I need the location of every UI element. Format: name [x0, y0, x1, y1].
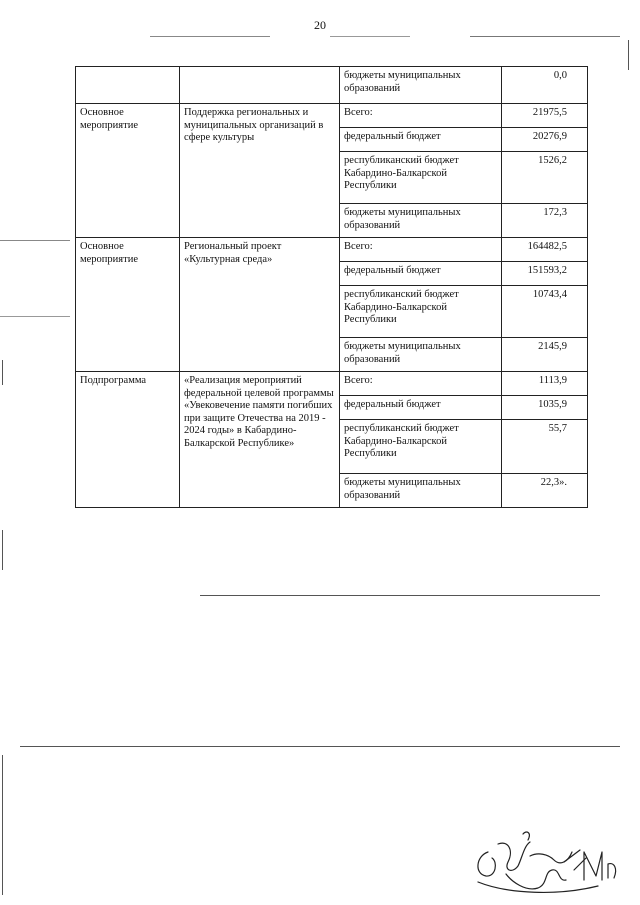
table-cell-name — [180, 67, 340, 104]
table-cell-source: бюджеты муниципальных образований — [340, 474, 502, 508]
table-row — [76, 104, 588, 128]
table-cell-value: 22,3». — [502, 474, 588, 508]
scan-artifact-line — [20, 746, 620, 747]
table-cell-value: 1035,9 — [502, 396, 588, 420]
table-cell-value: 172,3 — [502, 204, 588, 238]
table-cell-source: республиканский бюджет Кабардино-Балкарской Республики — [340, 152, 502, 204]
scan-artifact-line — [330, 36, 410, 37]
table-cell-name: «Реализация мероприятий федеральной целевой программы «Увековечение памяти погибших при защите Отечества на 2019 - 2024 годы» в Кабардино-Балкарской Республике» — [180, 372, 340, 508]
table-cell-type: Подпрограмма — [76, 372, 180, 508]
scan-artifact-line — [200, 595, 600, 596]
scan-artifact-line — [150, 36, 270, 37]
table-cell-source: федеральный бюджет — [340, 128, 502, 152]
table-cell-value: 151593,2 — [502, 262, 588, 286]
table-cell-name: Региональный проект «Культурная среда» — [180, 238, 340, 372]
table-cell-value: 20276,9 — [502, 128, 588, 152]
table-cell-value: 2145,9 — [502, 338, 588, 372]
table-cell-source: Всего: — [340, 372, 502, 396]
page-number: 20 — [314, 18, 326, 32]
table-cell-value: 21975,5 — [502, 104, 588, 128]
scan-artifact-line — [470, 36, 620, 37]
table-cell-source: Всего: — [340, 104, 502, 128]
table-cell-source: федеральный бюджет — [340, 262, 502, 286]
table-cell-value: 1113,9 — [502, 372, 588, 396]
table-cell-type: Основное мероприятие — [76, 238, 180, 372]
table-row — [76, 67, 588, 104]
budget-table — [75, 66, 588, 508]
table-row — [76, 238, 588, 262]
table-cell-source: федеральный бюджет — [340, 396, 502, 420]
table-cell-value: 164482,5 — [502, 238, 588, 262]
signature — [468, 822, 628, 902]
table-cell-source: бюджеты муниципальных образований — [340, 204, 502, 238]
scan-artifact-vline — [2, 530, 3, 570]
table-cell-type: Основное мероприятие — [76, 104, 180, 238]
table-cell-type — [76, 67, 180, 104]
table-cell-source: Всего: — [340, 238, 502, 262]
table-cell-value: 10743,4 — [502, 286, 588, 338]
table-cell-source: бюджеты муниципальных образований — [340, 338, 502, 372]
table-cell-value: 0,0 — [502, 67, 588, 104]
table-cell-name: Поддержка региональных и муниципальных организаций в сфере культуры — [180, 104, 340, 238]
scan-artifact-vline — [628, 40, 629, 70]
table-cell-source: бюджеты муниципальных образований — [340, 67, 502, 104]
scan-artifact-line — [0, 316, 70, 317]
scan-artifact-vline — [2, 755, 3, 895]
scan-artifact-line — [0, 240, 70, 241]
table-cell-source: республиканский бюджет Кабардино-Балкарской Республики — [340, 286, 502, 338]
scan-artifact-vline — [2, 360, 3, 385]
table-cell-source: республиканский бюджет Кабардино-Балкарской Республики — [340, 420, 502, 474]
table-row — [76, 372, 588, 396]
table-cell-value: 55,7 — [502, 420, 588, 474]
table-cell-value: 1526,2 — [502, 152, 588, 204]
